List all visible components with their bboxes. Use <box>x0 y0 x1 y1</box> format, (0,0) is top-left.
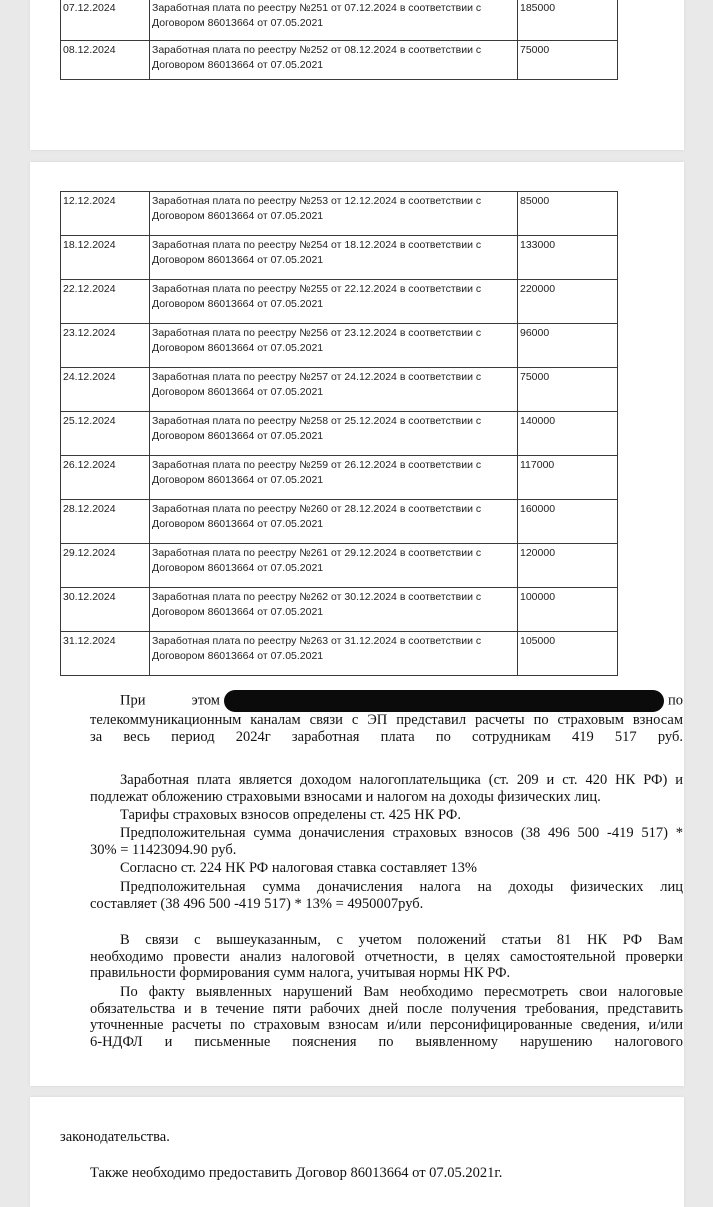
date-cell: 12.12.2024 <box>61 192 150 236</box>
date-cell: 30.12.2024 <box>61 588 150 632</box>
text-p1-end: по <box>667 692 683 709</box>
table-row <box>61 500 618 544</box>
amount-cell: 75000 <box>518 41 618 80</box>
amount-cell: 133000 <box>518 236 618 280</box>
date-cell: 31.12.2024 <box>61 632 150 676</box>
description-cell: Заработная плата по реестру №251 от 07.12.2024 в соответствии с Договором 86013664 от 07.05.2021 <box>150 0 518 41</box>
paragraph-ndfl-calc <box>90 879 683 912</box>
description-cell: Заработная плата по реестру №254 от 18.12.2024 в соответствии с Договором 86013664 от 07.05.2021 <box>150 236 518 280</box>
amount-cell: 160000 <box>518 500 618 544</box>
text-line: обязательства и в течение пяти рабочих дней после получения требования, представить <box>90 1000 683 1017</box>
text-line: 6-НДФЛ и письменные пояснения по выявленному нарушению налогового <box>90 1033 683 1050</box>
amount-cell: 220000 <box>518 280 618 324</box>
amount-cell: 105000 <box>518 632 618 676</box>
description-cell: Заработная плата по реестру №256 от 23.12.2024 в соответствии с Договором 86013664 от 07.05.2021 <box>150 324 518 368</box>
paragraph-violations <box>90 984 683 1050</box>
text-line: По факту выявленных нарушений Вам необходимо пересмотреть свои налоговые <box>120 984 683 1000</box>
amount-cell: 75000 <box>518 368 618 412</box>
payments-table <box>60 191 618 676</box>
table-row <box>61 368 618 412</box>
text-line: подлежат обложению страховыми взносами и налогом на доходы физических лиц. <box>90 788 601 805</box>
description-cell: Заработная плата по реестру №257 от 24.12.2024 в соответствии с Договором 86013664 от 07.05.2021 <box>150 368 518 412</box>
date-cell: 22.12.2024 <box>61 280 150 324</box>
paragraph-submitted-reports <box>90 690 683 745</box>
date-cell: 07.12.2024 <box>61 0 150 41</box>
paragraph-contributions-calc <box>90 825 683 858</box>
description-cell: Заработная плата по реестру №252 от 08.12.2024 в соответствии с Договором 86013664 от 07.05.2021 <box>150 41 518 80</box>
amount-cell: 96000 <box>518 324 618 368</box>
description-cell: Заработная плата по реестру №255 от 22.12.2024 в соответствии с Договором 86013664 от 07.05.2021 <box>150 280 518 324</box>
amount-cell: 85000 <box>518 192 618 236</box>
redacted-block <box>224 690 664 712</box>
text-line: составляет (38 496 500 -419 517) * 13% = 4950007руб. <box>90 895 424 912</box>
table-row <box>61 192 618 236</box>
date-cell: 29.12.2024 <box>61 544 150 588</box>
document-page-3 <box>30 1097 684 1207</box>
document-page-2 <box>30 162 684 1086</box>
date-cell: 08.12.2024 <box>61 41 150 80</box>
amount-cell: 117000 <box>518 456 618 500</box>
amount-cell: 185000 <box>518 0 618 41</box>
description-cell: Заработная плата по реестру №258 от 25.12.2024 в соответствии с Договором 86013664 от 07.05.2021 <box>150 412 518 456</box>
table-row <box>61 544 618 588</box>
text-line: правильности формирования сумм налога, учитывая нормы НК РФ. <box>90 965 511 981</box>
document-page-1 <box>30 0 684 150</box>
text-line: за весь период 2024г заработная плата по сотрудникам 419 517 руб. <box>90 728 683 745</box>
date-cell: 23.12.2024 <box>61 324 150 368</box>
date-cell: 26.12.2024 <box>61 456 150 500</box>
text-line: Предположительная сумма доначисления страховых взносов (38 496 500 -419 517) * <box>120 825 683 841</box>
table-row <box>61 280 618 324</box>
text-line: Заработная плата является доходом налогоплательщика (ст. 209 и ст. 420 НК РФ) и <box>120 772 683 788</box>
table-row <box>61 588 618 632</box>
paragraph-contract-request: Также необходимо предоставить Договор 86013664 от 07.05.2021г. <box>90 1165 503 1181</box>
table-row <box>61 236 618 280</box>
amount-cell: 140000 <box>518 412 618 456</box>
date-cell: 24.12.2024 <box>61 368 150 412</box>
description-cell: Заработная плата по реестру №263 от 31.12.2024 в соответствии с Договором 86013664 от 07.05.2021 <box>150 632 518 676</box>
description-cell: Заработная плата по реестру №253 от 12.12.2024 в соответствии с Договором 86013664 от 07.05.2021 <box>150 192 518 236</box>
payments-table-top <box>60 0 618 80</box>
text-line: уточненные расчеты по страховым взносам и/или персонифицированные сведения, и/или <box>90 1017 683 1033</box>
table-row <box>61 632 618 676</box>
paragraph-tax-rate: Согласно ст. 224 НК РФ налоговая ставка составляет 13% <box>120 860 477 876</box>
text-line: необходимо провести анализ налоговой отчетности, в целях самостоятельной проверки <box>90 948 683 965</box>
text-line: 30% = 11423094.90 руб. <box>90 841 237 858</box>
date-cell: 25.12.2024 <box>61 412 150 456</box>
description-cell: Заработная плата по реестру №261 от 29.12.2024 в соответствии с Договором 86013664 от 07.05.2021 <box>150 544 518 588</box>
table-row <box>61 0 618 41</box>
table-row <box>61 412 618 456</box>
paragraph-analysis <box>90 932 683 982</box>
description-cell: Заработная плата по реестру №259 от 26.12.2024 в соответствии с Договором 86013664 от 07.05.2021 <box>150 456 518 500</box>
amount-cell: 120000 <box>518 544 618 588</box>
description-cell: Заработная плата по реестру №260 от 28.12.2024 в соответствии с Договором 86013664 от 07.05.2021 <box>150 500 518 544</box>
description-cell: Заработная плата по реестру №262 от 30.12.2024 в соответствии с Договором 86013664 от 07.05.2021 <box>150 588 518 632</box>
text-line: В связи с вышеуказанным, с учетом положений статьи 81 НК РФ Вам <box>120 932 683 948</box>
paragraph-tariffs: Тарифы страховых взносов определены ст. 425 НК РФ. <box>120 807 461 823</box>
date-cell: 18.12.2024 <box>61 236 150 280</box>
table-row <box>61 324 618 368</box>
table-row <box>61 41 618 80</box>
paragraph-legislation: законодательства. <box>60 1129 170 1145</box>
text-line: Предположительная сумма доначисления налога на доходы физических лиц <box>120 879 683 895</box>
date-cell: 28.12.2024 <box>61 500 150 544</box>
paragraph-income <box>90 772 683 805</box>
text-p1-start: При этом <box>120 692 220 709</box>
table-row <box>61 456 618 500</box>
amount-cell: 100000 <box>518 588 618 632</box>
text-line: телекоммуникационным каналам связи с ЭП представил расчеты по страховым взносам <box>90 712 683 728</box>
